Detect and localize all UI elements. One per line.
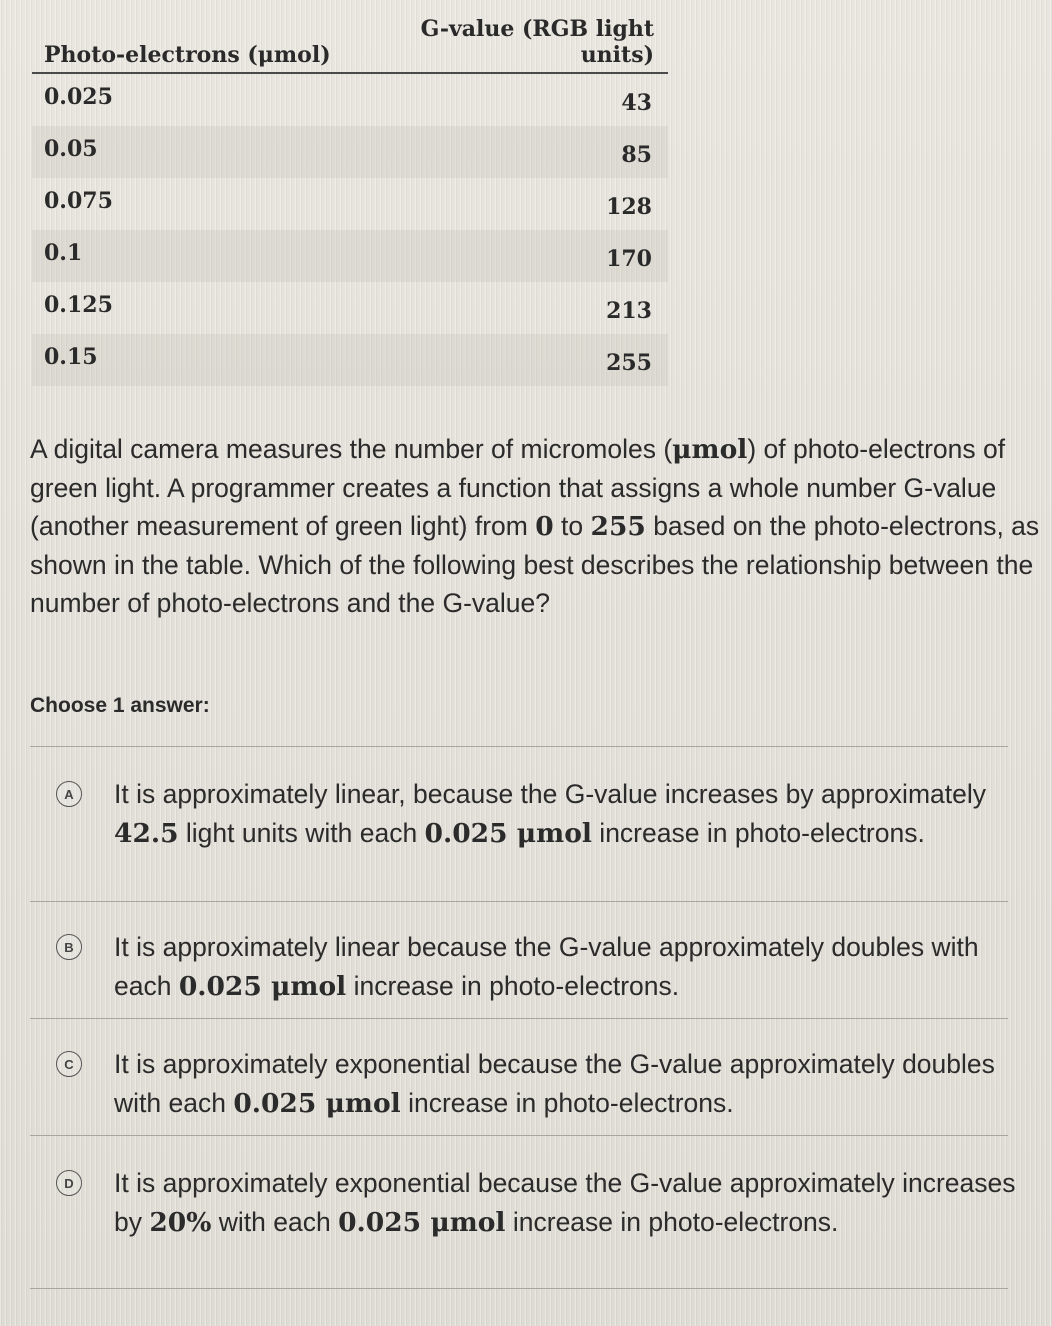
cell-g-value: 85 bbox=[621, 142, 652, 168]
choice-c-text bbox=[114, 1045, 1014, 1123]
table-row bbox=[32, 126, 668, 178]
choice-a-text bbox=[114, 775, 1014, 853]
cell-g-value: 128 bbox=[606, 194, 652, 220]
choice-text-part: increase in photo-electrons. bbox=[346, 971, 680, 1001]
answer-choices bbox=[30, 746, 1016, 1289]
cell-photo-electrons: 0.025 bbox=[44, 84, 113, 110]
choice-text-part: increase in photo-electrons. bbox=[591, 818, 925, 848]
choice-d[interactable] bbox=[30, 1136, 1016, 1288]
table-row bbox=[32, 230, 668, 282]
math-unit: μmol bbox=[672, 434, 748, 465]
math-value: 0.025 μmol bbox=[338, 1207, 506, 1238]
choice-b[interactable] bbox=[30, 902, 1008, 1018]
table-row bbox=[32, 282, 668, 334]
choice-d-radio[interactable]: D bbox=[56, 1170, 82, 1196]
choice-a[interactable] bbox=[30, 747, 1008, 901]
cell-photo-electrons: 0.075 bbox=[44, 188, 113, 214]
math-value: 0.025 μmol bbox=[178, 971, 347, 1002]
header-photo-electrons: Photo-electrons (μmol) bbox=[44, 42, 331, 68]
math-value: 0.025 μmol bbox=[233, 1088, 401, 1119]
cell-photo-electrons: 0.05 bbox=[44, 136, 98, 162]
math-min: 0 bbox=[535, 511, 554, 542]
math-max: 255 bbox=[590, 511, 646, 542]
choice-text-part: It is approximately linear, because the G-value increases by approximately bbox=[114, 779, 986, 809]
cell-g-value: 43 bbox=[621, 90, 652, 116]
choice-text-part: It is approximately linear because the G-value approximately doubles with each bbox=[114, 932, 979, 1001]
math-value: 42.5 bbox=[114, 818, 179, 849]
table-row bbox=[32, 74, 668, 126]
choice-a-radio[interactable]: A bbox=[56, 781, 82, 807]
table-row bbox=[32, 334, 668, 386]
choice-c-radio[interactable]: C bbox=[56, 1051, 82, 1077]
cell-g-value: 255 bbox=[606, 350, 652, 376]
cell-photo-electrons: 0.1 bbox=[44, 240, 83, 266]
question-part: A digital camera measures the number of micromoles ( bbox=[30, 434, 673, 464]
cell-photo-electrons: 0.125 bbox=[44, 292, 113, 318]
cell-photo-electrons: 0.15 bbox=[44, 344, 98, 370]
choice-text-part: It is approximately exponential because the G-value approximately increases by bbox=[114, 1168, 1016, 1237]
choice-text-part: with each bbox=[211, 1207, 339, 1237]
data-table bbox=[32, 16, 668, 386]
divider bbox=[30, 1288, 1008, 1289]
choice-text-part: increase in photo-electrons. bbox=[400, 1088, 734, 1118]
choice-b-radio[interactable]: B bbox=[56, 934, 82, 960]
question-part: to bbox=[553, 511, 591, 541]
choice-c[interactable] bbox=[30, 1019, 1008, 1135]
choose-label: Choose 1 answer: bbox=[30, 694, 210, 717]
table-row bbox=[32, 178, 668, 230]
choice-text-part: It is approximately exponential because the G-value approximately doubles with each bbox=[114, 1049, 995, 1118]
question-part: ) of photo-electrons of green light. A programmer creates a function that assigns a whole number G-value (another measurement of green light) from bbox=[30, 434, 1006, 541]
question-text bbox=[30, 430, 1040, 622]
choice-d-text bbox=[114, 1164, 1024, 1242]
choice-b-text bbox=[114, 928, 1014, 1006]
question-part: based on the photo-electrons, as shown in the table. Which of the following best describes the relationship between the number of photo-electrons and the G-value? bbox=[30, 511, 1040, 618]
cell-g-value: 213 bbox=[606, 298, 652, 324]
choice-text-part: increase in photo-electrons. bbox=[505, 1207, 839, 1237]
choice-text-part: light units with each bbox=[178, 818, 425, 848]
cell-g-value: 170 bbox=[606, 246, 652, 272]
math-value: 20% bbox=[149, 1207, 212, 1238]
header-g-value: G-value (RGB light units) bbox=[420, 16, 654, 68]
math-value: 0.025 μmol bbox=[424, 818, 592, 849]
table-header bbox=[32, 16, 668, 74]
